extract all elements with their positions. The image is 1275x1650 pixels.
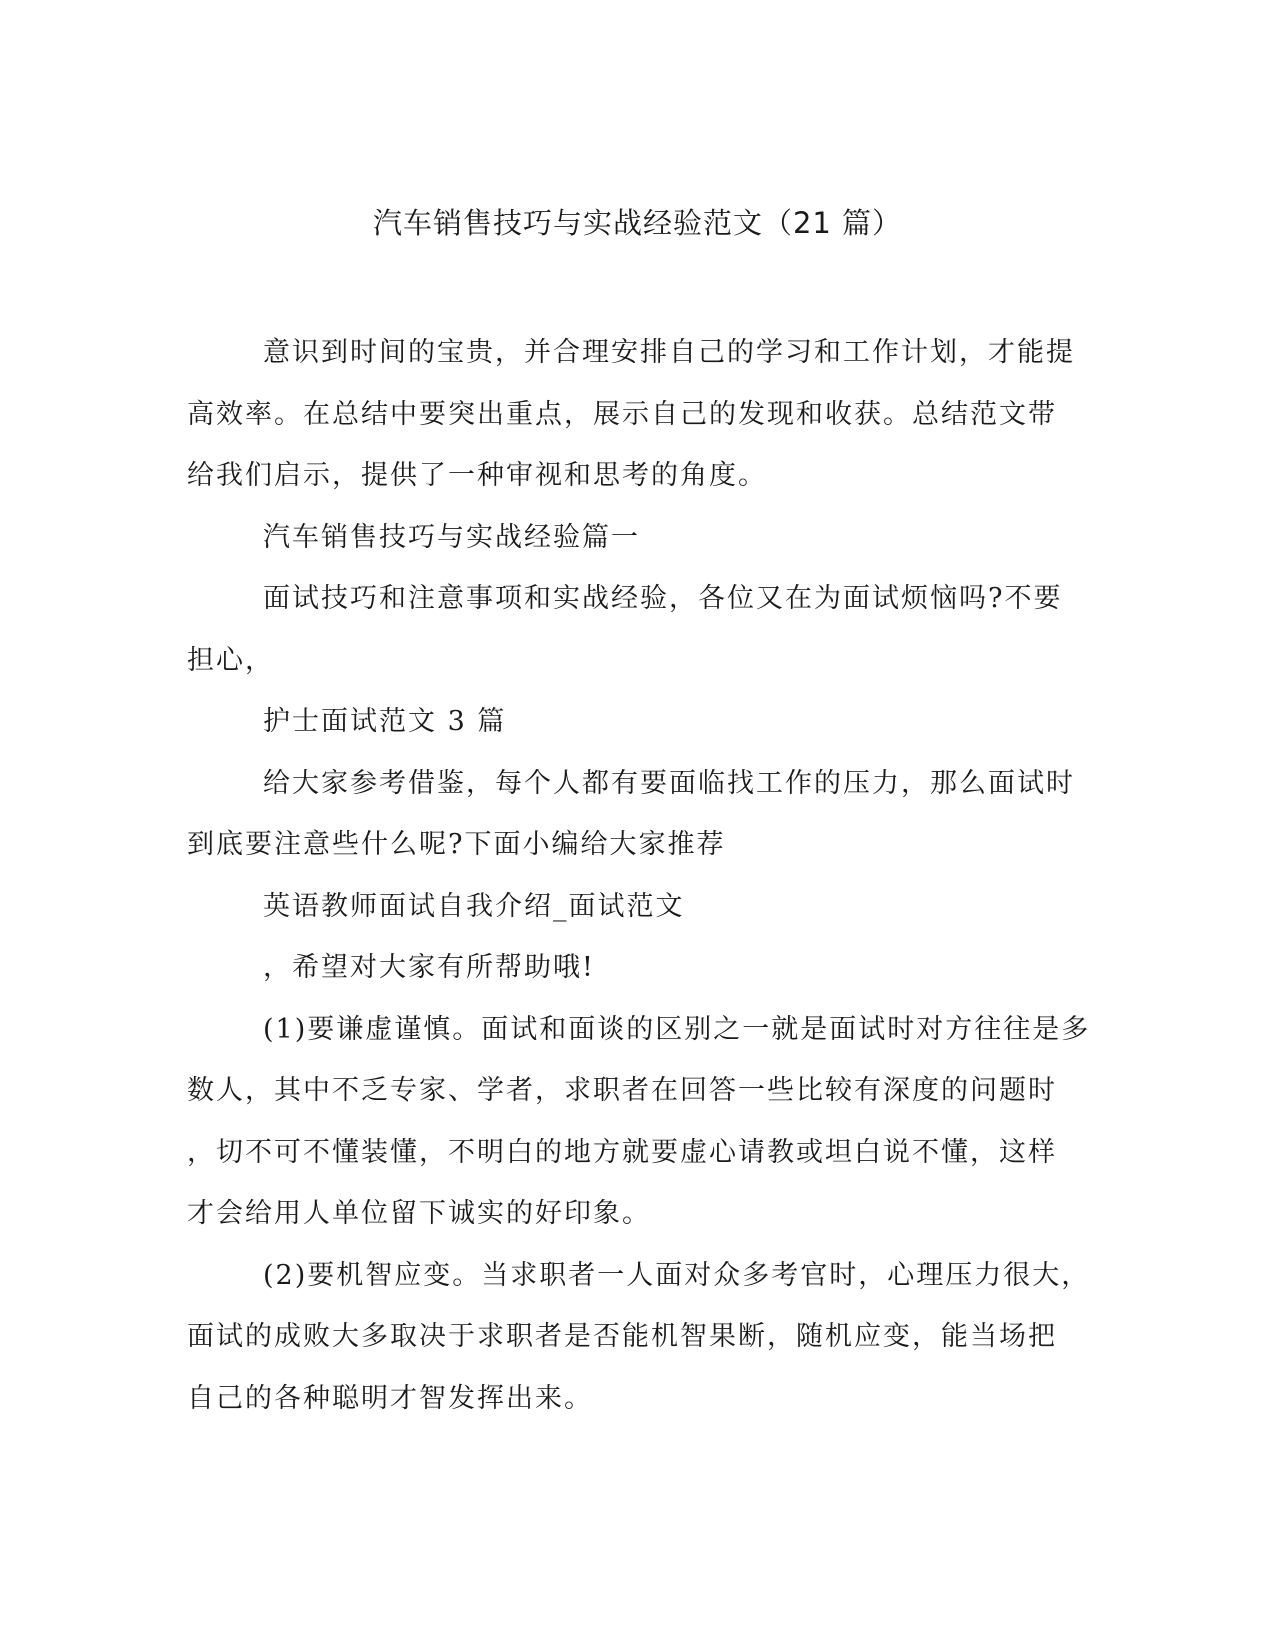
paragraph-line: 英语教师面试自我介绍_面试范文: [263, 890, 685, 922]
document-body: [187, 322, 1091, 1429]
paragraph-line: 高效率。在总结中要突出重点，展示自己的发现和收获。总结范文带: [187, 398, 1057, 430]
paragraph-line: 面试的成败大多取决于求职者是否能机智果断，随机应变，能当场把: [187, 1321, 1057, 1352]
section-heading: 汽车销售技巧与实战经验篇一: [263, 521, 640, 553]
paragraph-line: 给大家参考借鉴，每个人都有要面临找工作的压力，那么面试时: [263, 767, 1075, 799]
paragraph-line: 面试技巧和注意事项和实战经验，各位又在为面试烦恼吗?不要: [263, 583, 1063, 614]
paragraph-line: 自己的各种聪明才智发挥出来。: [187, 1382, 593, 1414]
paragraph-line: (2)要机智应变。当求职者一人面对众多考官时，心理压力很大，: [263, 1259, 1091, 1291]
paragraph-line: ，希望对大家有所帮助哦!: [263, 952, 595, 983]
paragraph-line: 意识到时间的宝贵，并合理安排自己的学习和工作计划，才能提: [263, 337, 1075, 368]
paragraph-line: 到底要注意些什么呢?下面小编给大家推荐: [187, 829, 726, 860]
paragraph-line: (1)要谦虚谨慎。面试和面谈的区别之一就是面试时对方往往是多: [263, 1013, 1091, 1045]
paragraph-line: 担心，: [187, 644, 274, 676]
paragraph-line: 数人，其中不乏专家、学者，求职者在回答一些比较有深度的问题时: [187, 1075, 1057, 1106]
document-title: 汽车销售技巧与实战经验范文（21 篇）: [372, 206, 903, 240]
paragraph-line: ，切不可不懂装懂，不明白的地方就要虚心请教或坦白说不懂，这样: [187, 1136, 1057, 1168]
paragraph-line: 才会给用人单位留下诚实的好印象。: [187, 1198, 651, 1229]
paragraph-line: 护士面试范文 3 篇: [263, 706, 507, 737]
paragraph-line: 给我们启示，提供了一种审视和思考的角度。: [187, 460, 767, 491]
